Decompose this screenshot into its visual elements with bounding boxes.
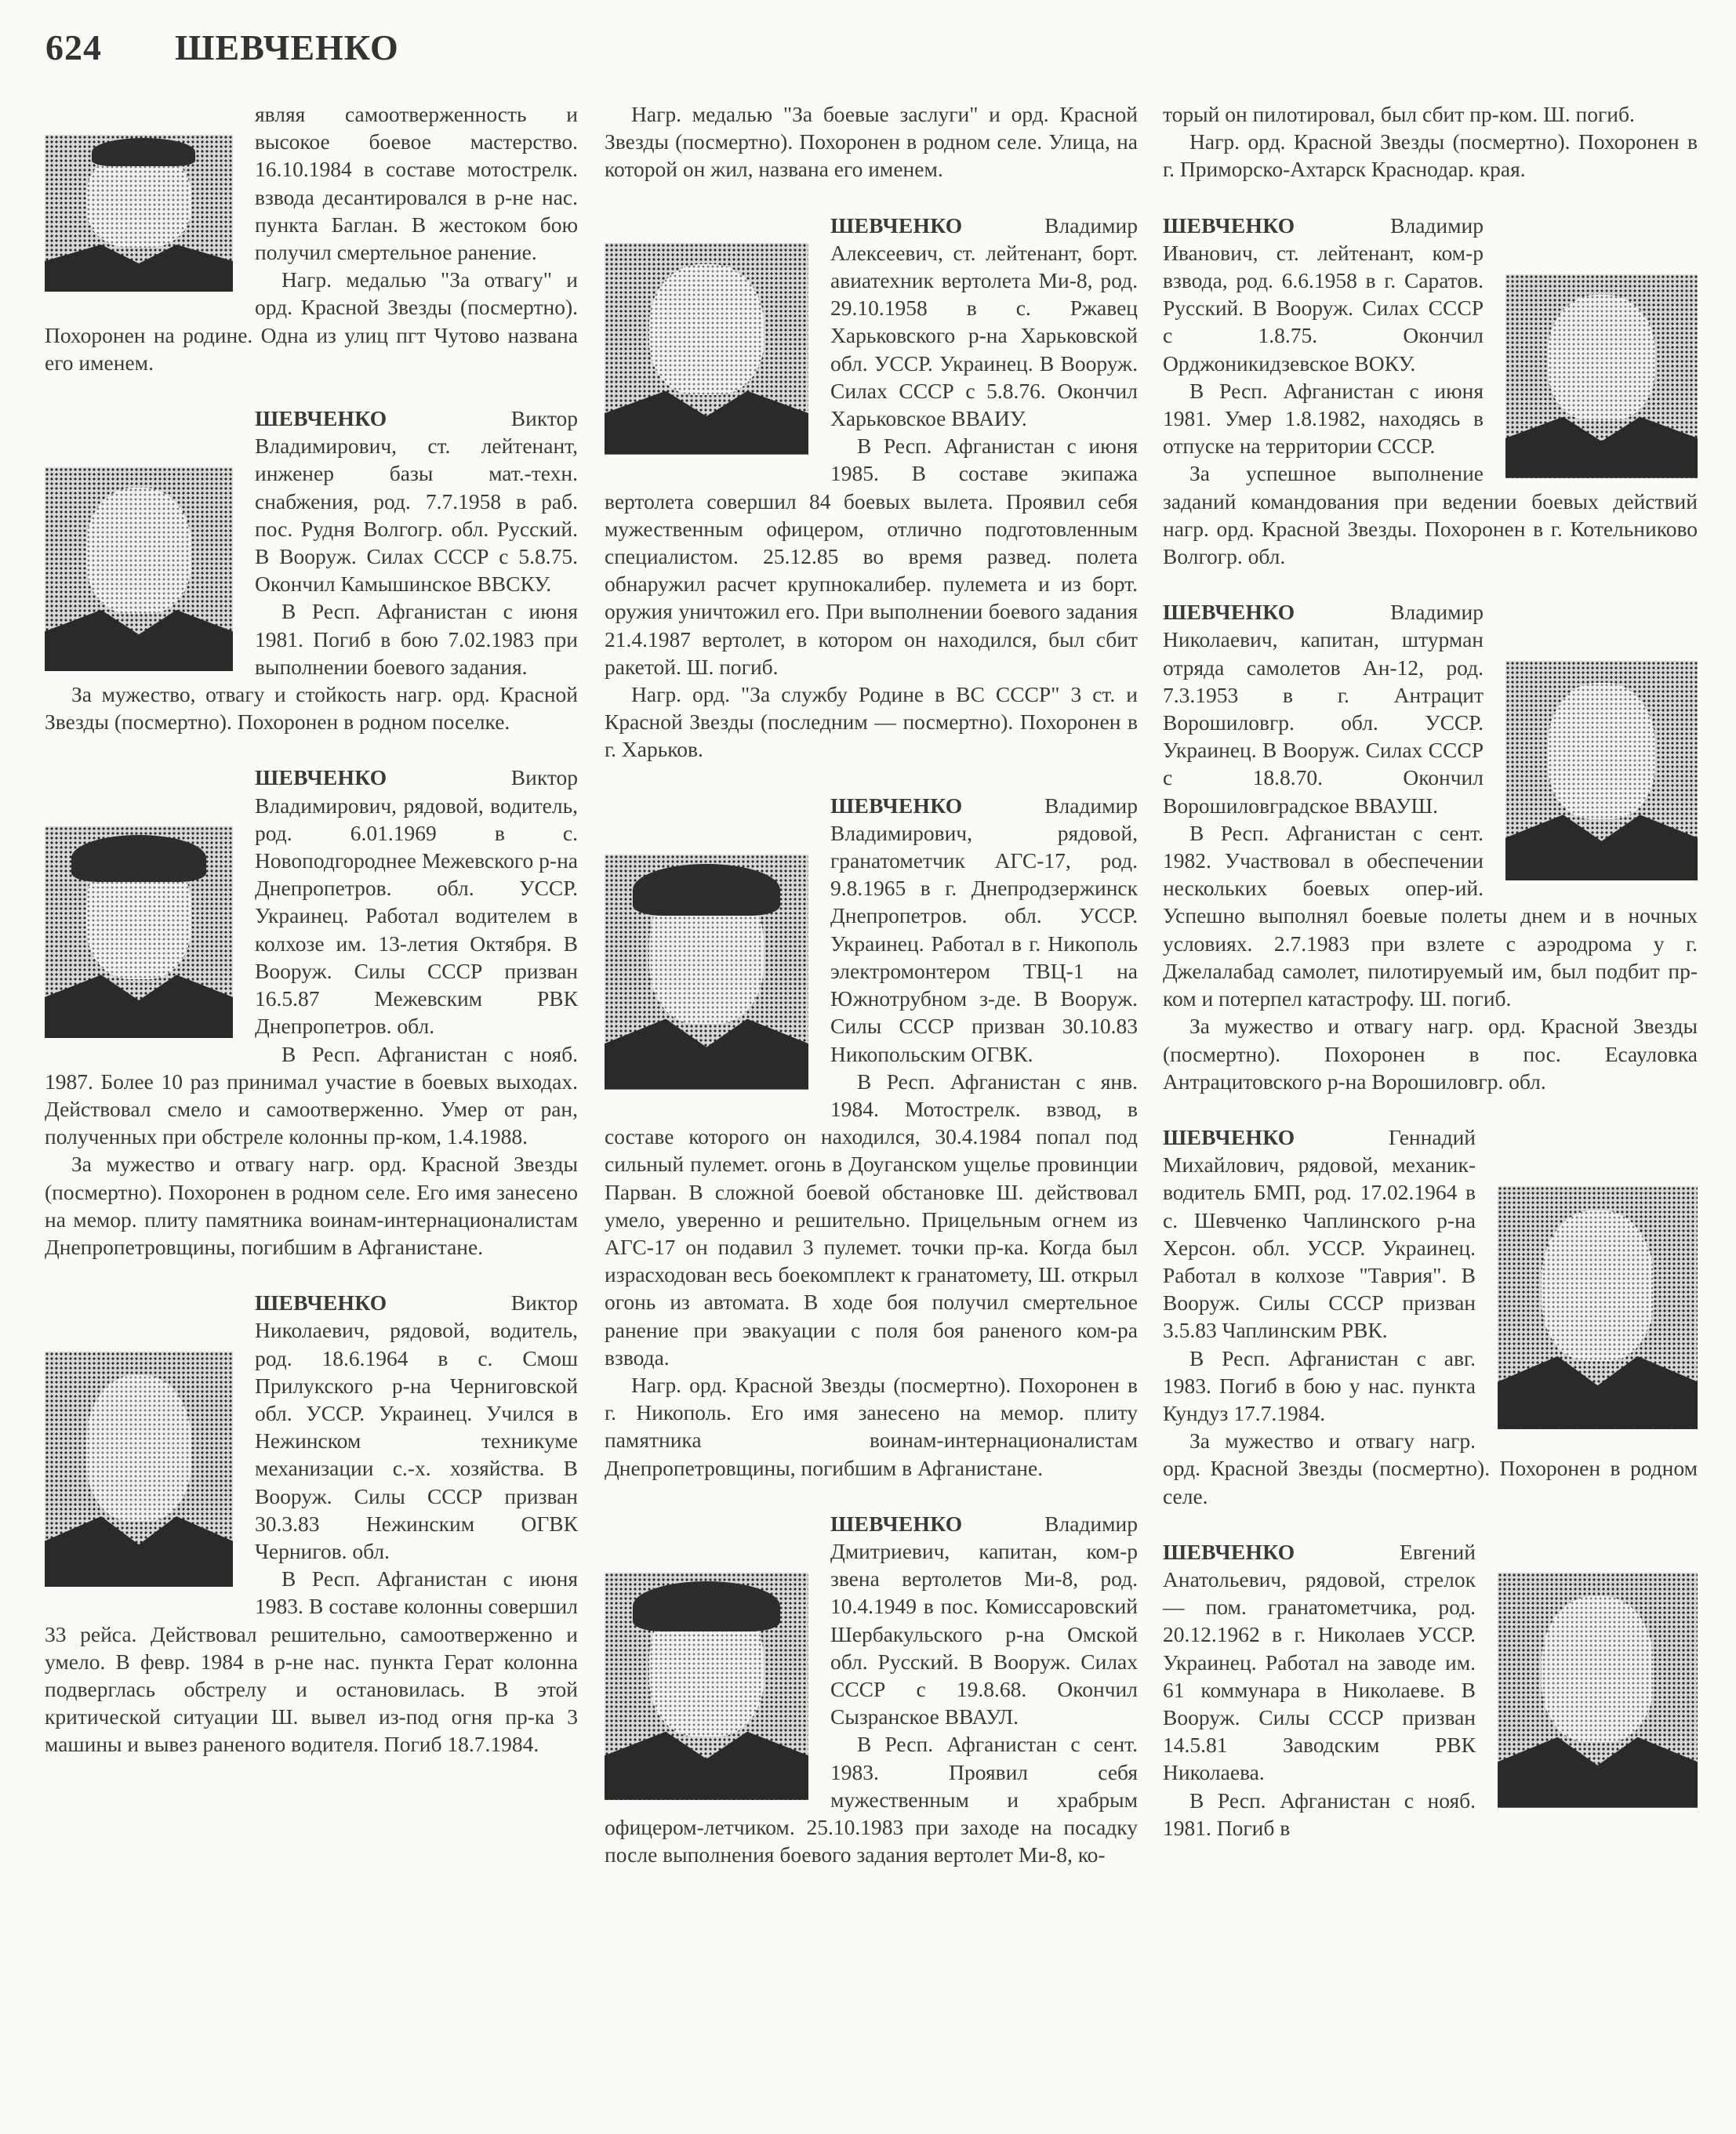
entry-text: В Респ. Афганистан с июня 1983. В составе колонны совершил 33 рейса. Действовал решительно, самоотверженно и умело. В февр. 1984 в р-не нас. пункта Герат колонна подверглась обстрелу и остановилась. В этой критической ситуации Ш. вывел из-под огня пр-ка 3 машины и вывез раненого водителя. Погиб 18.7.1984. <box>45 1566 578 1757</box>
photo-shoulders <box>605 1732 808 1800</box>
entry-heading: Владимир Дмитриевич, капитан, ком-р звена вертолетов Ми-8, род. 10.4.1949 в пос. Комиссаровский Шербакульского р-на Омской обл. Русский. В Вооруж. Силах СССР с 19.8.68. Окончил Сызранское ВВАУЛ. <box>830 1511 1138 1729</box>
biography-entry <box>605 1510 1138 1869</box>
entry-text: За мужество и отвагу нагр. орд. Красной Звезды (посмертно). Похоронен в родном селе. <box>1163 1428 1698 1508</box>
entry-surname: ШЕВЧЕНКО <box>830 212 963 238</box>
entry-surname: ШЕВЧЕНКО <box>1163 1124 1295 1149</box>
peaked-cap <box>633 1581 779 1631</box>
photo-face <box>1548 683 1655 819</box>
peaked-cap <box>71 835 207 881</box>
photo-face <box>86 1375 191 1521</box>
entry-surname: ШЕВЧЕНКО <box>255 1290 387 1316</box>
entry-surname: ШЕВЧЕНКО <box>255 765 387 790</box>
entry-surname: ШЕВЧЕНКО <box>830 1511 963 1536</box>
entry-heading: Владимир Алексеевич, ст. лейтенант, борт. авиатехник вертолета Ми-8, род. 29.10.1958 в с. Ржавец Харьковского р-на Харьковской обл. УССР. Украинец. В Вооруж. Силах СССР с 5.8.76. Окончил Харьковское ВВАИУ. <box>830 212 1138 431</box>
photo-shoulders <box>45 1516 233 1587</box>
entry-text: В Респ. Афганистан с июня 1985. В составе экипажа вертолета совершил 84 боевых вылета. Проявил себя мужественным офицером, отлично подготовленным специалистом. 25.12.85 во время развед. полета обнаружил расчет крупнокалибер. пулемета и из борт. оружия уничтожил его. При выполнении боевого задания 21.4.1987 вертолет, в котором он находился, был сбит ракетой. Ш. погиб. <box>605 434 1138 679</box>
entry-heading: Геннадий Михайлович, рядовой, механик-водитель БМП, род. 17.02.1964 в с. Шевченко Чаплинского р-на Херсон. обл. УССР. Украинец. Работал в колхозе "Таврия". В Вооруж. Силы СССР призван 3.5.83 Чаплинским РВК. <box>1163 1124 1476 1343</box>
entry-heading: Владимир Иванович, ст. лейтенант, ком-р взвода, род. 6.6.1958 в г. Саратов. Русский. В Вооруж. Силах СССР с 1.8.75. Окончил Орджоникидзевское ВОКУ. <box>1163 212 1484 376</box>
biography-entry <box>1163 598 1698 1095</box>
portrait-photo <box>1498 1186 1698 1429</box>
entry-text: Нагр. медалью "За боевые заслуги" и орд. Красной Звезды (посмертно). Похоронен в родном селе. Улица, на которой он жил, названа его именем. <box>605 102 1138 182</box>
entry-heading: Владимир Николаевич, капитан, штурман отряда самолетов Ан-12, род. 7.3.1953 в г. Антрацит Ворошиловгр. обл. УССР. Украинец. В Вооруж. Силах СССР с 18.8.70. Окончил Ворошиловградское ВВАУШ. <box>1163 600 1484 818</box>
biography-entry <box>1163 1123 1698 1510</box>
photo-shoulders <box>605 1019 808 1090</box>
entry-surname: ШЕВЧЕНКО <box>1163 1539 1295 1564</box>
entry-text: торый он пилотировал, был сбит пр-ком. Ш. погиб. <box>1163 102 1635 126</box>
portrait-photo <box>605 243 808 455</box>
entry-surname: ШЕВЧЕНКО <box>1163 600 1295 625</box>
entry-surname: ШЕВЧЕНКО <box>830 793 963 818</box>
biography-entry <box>1163 212 1698 571</box>
entry-heading: Виктор Владимирович, рядовой, водитель, род. 6.01.1969 в с. Новоподгороднее Межевского р-на Днепропетров. обл. УССР. Украинец. Работал водителем в колхозе им. 13-летия Октября. В Вооруж. Силы СССР призван 16.5.87 Межевским РВК Днепропетров. обл. <box>255 765 578 1039</box>
entry-text: Нагр. медалью "За отвагу" и орд. Красной Звезды (посмертно). Похоронен на родине. Одна из улиц пгт Чутово названа его именем. <box>45 267 578 375</box>
biography-entry <box>605 792 1138 1482</box>
entry-text: За мужество и отвагу нагр. орд. Красной Звезды (посмертно). Похоронен в пос. Есауловка Антрацитовского р-на Ворошиловгр. обл. <box>1163 1014 1698 1094</box>
column-2 <box>605 100 1138 1896</box>
column-3 <box>1163 100 1698 1870</box>
entry-heading: Евгений Анатольевич, рядовой, стрелок — пом. гранатометчика, род. 20.12.1962 в г. Николаев УССР. Украинец. Работал на заводе им. 61 коммунара в Николаеве. В Вооруж. Силы СССР призван 14.5.81 Заводским РВК Николаева. <box>1163 1539 1476 1785</box>
entry-heading: Владимир Владимирович, рядовой, гранатометчик АГС-17, род. 9.8.1965 в г. Днепродзержинск Днепропетров. обл. УССР. Украинец. Работал в г. Никополь электромонтером ТВЦ-1 на Южнотрубном з-де. В Вооруж. Силы СССР призван 30.10.83 Никопольским ОГВК. <box>830 793 1138 1066</box>
entry-text: В Респ. Афганистан с сент. 1982. Участвовал в обеспечении нескольких боевых опер-ий. Успешно выполнял боевые полеты днем и в ночных условиях. 2.7.1983 при взлете с аэродрома у г. Джелалабад самолет, пилотируемый им, был подбит пр-ком и потерпел катастрофу. Ш. погиб. <box>1163 820 1698 1011</box>
portrait-photo <box>605 855 808 1090</box>
photo-face <box>649 264 764 395</box>
entry-text: За успешное выполнение заданий командования при ведении боевых действий нагр. орд. Красной Звезды. Похоронен в г. Котельниково Волгогр. обл. <box>1163 461 1698 569</box>
entry-heading: Виктор Владимирович, ст. лейтенант, инженер базы мат.-техн. снабжения, род. 7.7.1958 в раб. пос. Рудня Волгогр. обл. Русский. В Вооруж. Силах СССР с 5.8.75. Окончил Камышинское ВВСКУ. <box>255 406 578 597</box>
entry-surname: ШЕВЧЕНКО <box>255 406 387 431</box>
portrait-photo <box>1505 274 1698 478</box>
garrison-cap <box>92 138 195 166</box>
photo-shoulders <box>1498 1356 1698 1429</box>
photo-shoulders <box>45 245 233 292</box>
photo-shoulders <box>45 974 233 1038</box>
photo-shoulders <box>1505 417 1698 478</box>
portrait-photo <box>45 135 233 292</box>
page-header <box>45 27 399 68</box>
page-title: ШЕВЧЕНКО <box>175 27 399 67</box>
entry-continuation <box>1163 100 1698 183</box>
entry-continuation <box>605 100 1138 183</box>
photo-shoulders <box>1505 815 1698 880</box>
page-number: 624 <box>45 27 102 67</box>
entry-text: Нагр. орд. Красной Звезды (посмертно). Похоронен в г. Приморско-Ахтарск Краснодар. края. <box>1163 129 1698 182</box>
biography-entry <box>45 764 578 1261</box>
photo-shoulders <box>1498 1737 1698 1808</box>
photo-shoulders <box>45 610 233 671</box>
portrait-photo <box>605 1573 808 1800</box>
photo-face <box>1542 1596 1654 1742</box>
entry-text: Нагр. орд. "За службу Родине в ВС СССР" 3 ст. и Красной Звезды (последним — посмертно). Похоронен в г. Харьков. <box>605 682 1138 762</box>
entry-text: В Респ. Афганистан с нояб. 1987. Более 10 раз принимал участие в боевых выходах. Действовал смело и самоотверженно. Умер от ран, полученных при обстреле колонны пр-ком, 1.4.1988. <box>45 1041 578 1149</box>
biography-entry <box>45 1289 578 1758</box>
entry-text: В Респ. Афганистан с янв. 1984. Мотострелк. взвод, в составе которого он находился, 30.4.1984 попал под сильный пулемет. огонь в Доуганском ущелье провинции Парван. В сложной боевой обстановке Ш. действовал умело, уверенно и решительно. Прицельным огнем из АГС-17 он подавил 3 пулемет. точки пр-ка. Когда был израсходован весь боекомплект к гранатомету, Ш. открыл огонь из автомата. В ходе боя получил смертельное ранение при эвакуации с поля боя раненого ком-ра взвода. <box>605 1069 1138 1370</box>
photo-shoulders <box>605 391 808 455</box>
portrait-photo <box>1498 1573 1698 1808</box>
entry-text: В Респ. Афганистан с сент. 1983. Проявил себя мужественным и храбрым офицером-летчиком. 25.10.1983 при заходе на посадку после выполнения боевого задания вертолет Ми-8, ко- <box>605 1732 1138 1867</box>
peaked-cap <box>633 864 779 916</box>
entry-text: В Респ. Афганистан с нояб. 1981. Погиб в <box>1163 1787 1476 1840</box>
portrait-photo <box>45 826 233 1038</box>
entry-text: Нагр. орд. Красной Звезды (посмертно). Похоронен в г. Никополь. Его имя занесено на мемор. плиту памятника воинам-интернационалистам Днепропетровщины, погибшим в Афганистане. <box>605 1372 1138 1480</box>
entry-heading: Виктор Николаевич, рядовой, водитель, род. 18.6.1964 в с. Смош Прилукского р-на Черниговской обл. УССР. Украинец. Учился в Нежинском техникуме механизации с.-х. хозяйства. В Вооруж. Силы СССР призван 30.3.83 Нежинским ОГВК Чернигов. обл. <box>255 1290 578 1563</box>
entry-text: В Респ. Афганистан с июня 1981. Погиб в бою 7.02.1983 при выполнении боевого задания. <box>255 599 578 679</box>
photo-face <box>1548 295 1655 421</box>
photo-face <box>86 488 191 614</box>
portrait-photo <box>1505 661 1698 880</box>
entry-text: За мужество и отвагу нагр. орд. Красной Звезды (посмертно). Похоронен в родном селе. Его имя занесено на мемор. плиту памятника воинам-интернационалистам Днепропетровщины, погибшим в Афганистане. <box>45 1152 578 1259</box>
entry-text: В Респ. Афганистан с июня 1981. Умер 1.8.1982, находясь в отпуске на территории СССР. <box>1163 378 1484 459</box>
portrait-photo <box>45 467 233 671</box>
entry-surname: ШЕВЧЕНКО <box>1163 212 1295 238</box>
biography-entry <box>1163 1538 1698 1842</box>
biography-entry <box>45 405 578 735</box>
entry-text: являя самоотверженность и высокое боевое мастерство. 16.10.1984 в составе мотострелк. взвода десантировался в р-не нас. пункта Баглан. В жестоком бою получил смертельное ранение. <box>255 102 578 265</box>
column-1 <box>45 100 578 1787</box>
portrait-photo <box>45 1352 233 1587</box>
entry-text: В Респ. Афганистан с авг. 1983. Погиб в бою у нас. пункта Кундуз 17.7.1984. <box>1163 1345 1476 1425</box>
photo-face <box>1542 1210 1654 1361</box>
entry-continuation <box>45 100 578 376</box>
biography-entry <box>605 212 1138 764</box>
entry-text: За мужество, отвагу и стойкость нагр. орд. Красной Звезды (посмертно). Похоронен в родном поселке. <box>45 682 578 735</box>
